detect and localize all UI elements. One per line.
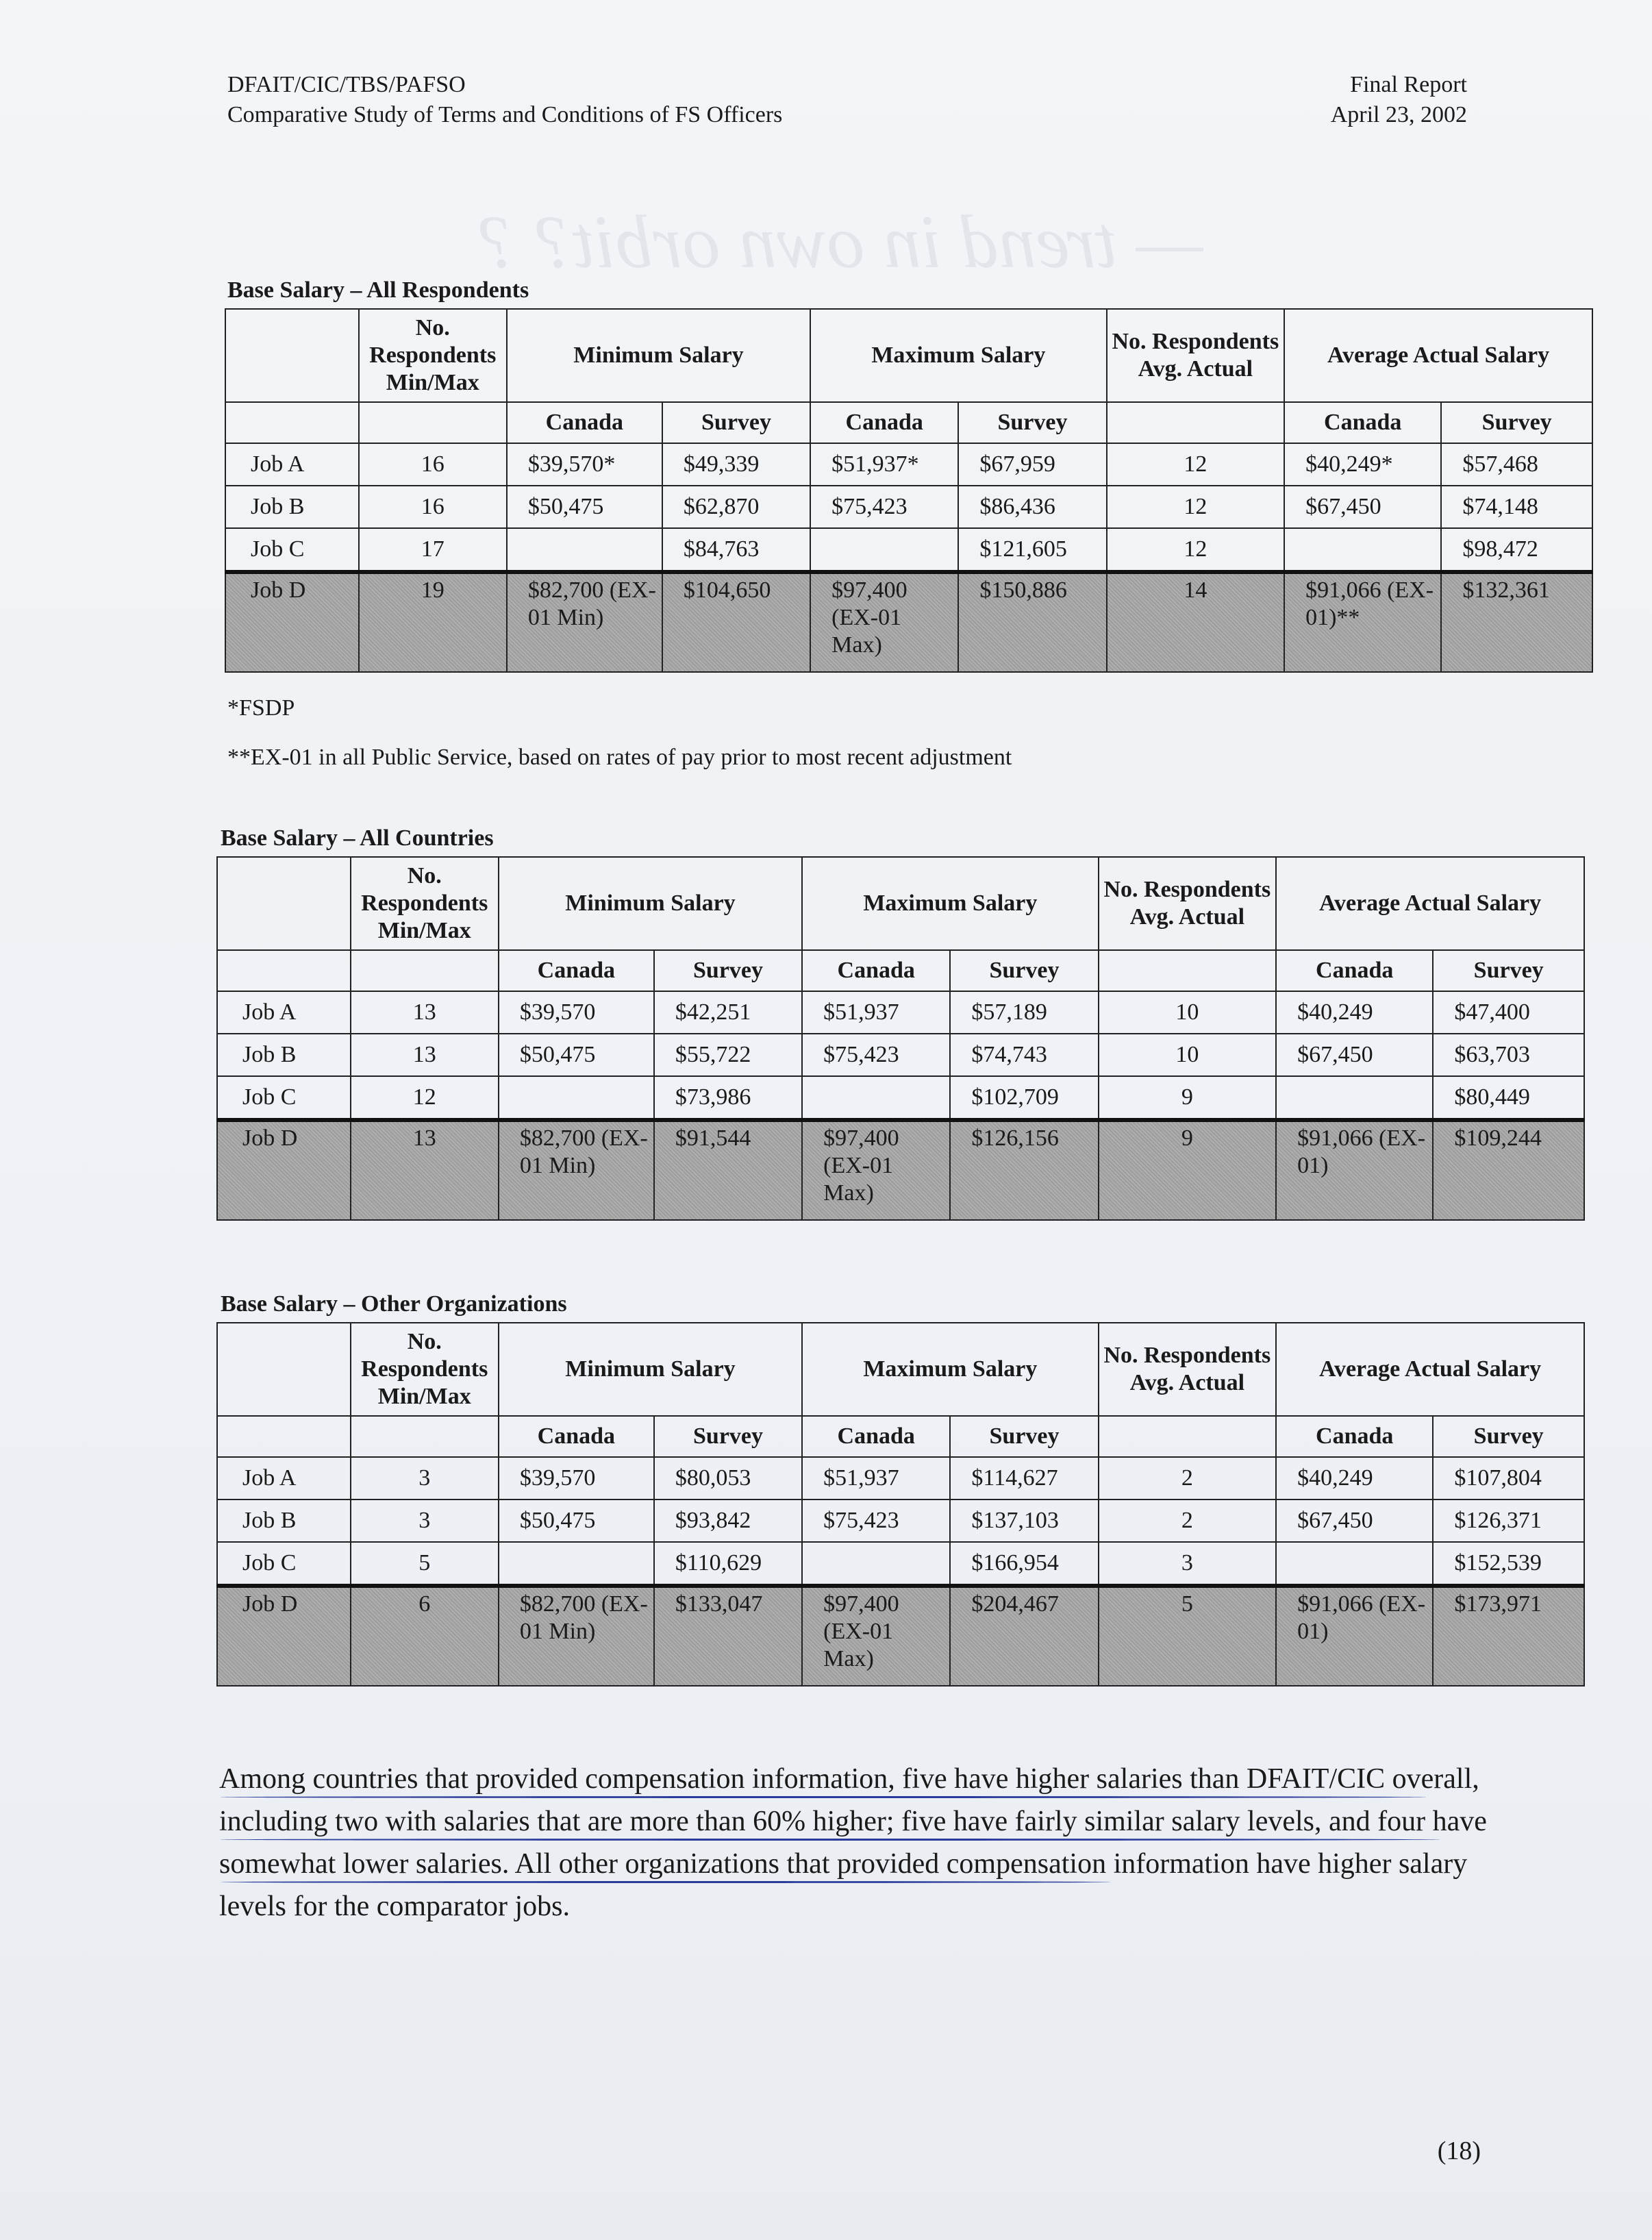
subheader-canada: Canada [1284,402,1441,443]
cell-avg-survey: $74,148 [1441,486,1592,528]
cell-max-canada: $51,937 [802,991,950,1034]
cell-avg-survey: $126,371 [1433,1499,1584,1542]
table-row [217,1542,1584,1586]
cell-respondents-avg: 14 [1107,572,1284,672]
subheader-survey: Survey [1433,950,1584,991]
cell-respondents: 19 [359,572,507,672]
col-header-respondents: No. Respondents Min/Max [359,309,507,402]
cell-respondents-avg: 9 [1099,1076,1276,1120]
subheader-blank-cell [1099,1416,1276,1457]
cell-max-survey: $137,103 [950,1499,1098,1542]
cell-respondents-avg: 12 [1107,486,1284,528]
summary-paragraph: Among countries that provided compensation information, five have higher salaries than DFAIT/CIC overall, including two with salaries that are more than 60% higher; five have fairly similar salary levels, and four have somewhat lower salaries. All other organizations that provided compensation information have higher salary levels for the comparator jobs. [219,1763,1487,1922]
cell-avg-survey: $47,400 [1433,991,1584,1034]
cell-min-survey: $80,053 [654,1457,802,1499]
cell-max-survey: $74,743 [950,1034,1098,1076]
cell-respondents: 13 [351,991,499,1034]
cell-max-survey: $86,436 [958,486,1106,528]
header-date: April 23, 2002 [1330,102,1467,127]
cell-min-canada [507,528,662,572]
cell-respondents: 3 [351,1457,499,1499]
header-blank-cell [225,309,359,402]
col-header-max-salary: Maximum Salary [802,857,1098,950]
cell-avg-canada [1284,528,1441,572]
cell-min-canada: $50,475 [499,1499,654,1542]
subheader-canada: Canada [499,1416,654,1457]
cell-respondents-avg: 5 [1099,1586,1276,1686]
subheader-blank-cell [359,402,507,443]
cell-avg-canada: $67,450 [1284,486,1441,528]
cell-avg-canada [1276,1076,1433,1120]
cell-min-canada: $39,570* [507,443,662,486]
col-header-respondents-avg: No. Respondents Avg. Actual [1099,1323,1276,1416]
cell-avg-survey: $132,361 [1441,572,1592,672]
subheader-canada: Canada [499,950,654,991]
header-report-type: Final Report [1350,72,1467,97]
col-header-avg-salary: Average Actual Salary [1276,1323,1584,1416]
cell-avg-survey: $109,244 [1433,1120,1584,1220]
col-header-min-salary: Minimum Salary [499,1323,802,1416]
footnote-fsdp: *FSDP [227,695,295,721]
cell-min-survey: $49,339 [662,443,810,486]
row-job-label: Job B [225,486,359,528]
header-blank-cell [217,857,351,950]
cell-respondents: 16 [359,486,507,528]
bleed-through-text: — trend in own orbit? ? [479,200,1203,284]
subheader-blank-cell [1099,950,1276,991]
subheader-canada: Canada [810,402,958,443]
col-header-respondents-avg: No. Respondents Avg. Actual [1099,857,1276,950]
footnote-ex01: **EX-01 in all Public Service, based on rates of pay prior to most recent adjustment [227,745,1012,770]
cell-avg-canada: $67,450 [1276,1034,1433,1076]
table-row [217,1034,1584,1076]
cell-avg-canada: $91,066 (EX-01) [1276,1120,1433,1220]
cell-max-canada: $75,423 [802,1034,950,1076]
cell-respondents: 12 [351,1076,499,1120]
cell-avg-canada: $67,450 [1276,1499,1433,1542]
cell-min-canada [499,1076,654,1120]
row-job-label: Job A [225,443,359,486]
cell-avg-survey: $57,468 [1441,443,1592,486]
cell-respondents-avg: 12 [1107,443,1284,486]
subheader-canada: Canada [507,402,662,443]
cell-respondents-avg: 3 [1099,1542,1276,1586]
header-study-title: Comparative Study of Terms and Conditions of FS Officers [227,102,783,127]
row-job-label: Job C [225,528,359,572]
cell-min-canada: $39,570 [499,1457,654,1499]
cell-avg-survey: $63,703 [1433,1034,1584,1076]
cell-min-survey: $84,763 [662,528,810,572]
cell-min-canada [499,1542,654,1586]
table-all-countries [216,856,1585,1221]
cell-min-survey: $91,544 [654,1120,802,1220]
cell-respondents: 16 [359,443,507,486]
table-row [217,991,1584,1034]
subheader-blank-cell [217,1416,351,1457]
cell-max-canada: $75,423 [810,486,958,528]
cell-max-canada: $97,400 (EX-01 Max) [802,1120,950,1220]
cell-min-canada: $50,475 [507,486,662,528]
cell-max-survey: $57,189 [950,991,1098,1034]
table-all-respondents [225,308,1593,673]
cell-max-survey: $102,709 [950,1076,1098,1120]
cell-respondents: 6 [351,1586,499,1686]
subheader-survey: Survey [950,950,1098,991]
cell-max-canada: $51,937 [802,1457,950,1499]
pen-underline-2 [221,1839,1440,1841]
subheader-blank-cell [217,950,351,991]
cell-min-survey: $104,650 [662,572,810,672]
cell-max-survey: $121,605 [958,528,1106,572]
subheader-canada: Canada [1276,1416,1433,1457]
subheader-blank-cell [1107,402,1284,443]
row-job-label: Job A [217,1457,351,1499]
cell-respondents: 13 [351,1034,499,1076]
cell-max-canada [802,1542,950,1586]
table-row [217,1499,1584,1542]
cell-max-survey: $150,886 [958,572,1106,672]
cell-respondents: 17 [359,528,507,572]
cell-respondents: 13 [351,1120,499,1220]
cell-max-survey: $204,467 [950,1586,1098,1686]
header-blank-cell [217,1323,351,1416]
cell-min-canada: $39,570 [499,991,654,1034]
cell-max-canada: $51,937* [810,443,958,486]
cell-max-canada: $75,423 [802,1499,950,1542]
cell-min-survey: $133,047 [654,1586,802,1686]
cell-avg-survey: $80,449 [1433,1076,1584,1120]
row-job-label: Job B [217,1499,351,1542]
cell-min-survey: $42,251 [654,991,802,1034]
cell-min-survey: $73,986 [654,1076,802,1120]
cell-avg-canada: $91,066 (EX-01) [1276,1586,1433,1686]
row-job-label: Job B [217,1034,351,1076]
col-header-min-salary: Minimum Salary [499,857,802,950]
header-right [1331,70,1467,130]
table-row [217,1076,1584,1120]
cell-max-survey: $166,954 [950,1542,1098,1586]
subheader-survey: Survey [950,1416,1098,1457]
cell-max-canada [810,528,958,572]
cell-avg-survey: $173,971 [1433,1586,1584,1686]
table-row [217,1457,1584,1499]
col-header-respondents-avg: No. Respondents Avg. Actual [1107,309,1284,402]
subheader-canada: Canada [802,1416,950,1457]
table-title-all-countries: Base Salary – All Countries [221,825,494,851]
col-header-avg-salary: Average Actual Salary [1276,857,1584,950]
row-job-label: Job C [217,1076,351,1120]
cell-min-survey: $93,842 [654,1499,802,1542]
subheader-survey: Survey [958,402,1106,443]
table-row [217,1120,1584,1220]
cell-min-canada: $82,700 (EX-01 Min) [499,1120,654,1220]
table-other-organizations [216,1322,1585,1687]
header-org: DFAIT/CIC/TBS/PAFSO [227,72,466,97]
table-row [225,443,1592,486]
cell-max-survey: $114,627 [950,1457,1098,1499]
cell-avg-canada: $40,249* [1284,443,1441,486]
cell-respondents: 3 [351,1499,499,1542]
page-number: (18) [1437,2137,1481,2165]
row-job-label: Job D [217,1120,351,1220]
subheader-blank-cell [351,1416,499,1457]
col-header-min-salary: Minimum Salary [507,309,810,402]
col-header-max-salary: Maximum Salary [802,1323,1098,1416]
cell-avg-canada: $40,249 [1276,1457,1433,1499]
table-title-other-organizations: Base Salary – Other Organizations [221,1291,567,1317]
cell-avg-canada [1276,1542,1433,1586]
table-row [225,528,1592,572]
subheader-blank-cell [351,950,499,991]
col-header-respondents: No. Respondents Min/Max [351,1323,499,1416]
cell-respondents-avg: 10 [1099,1034,1276,1076]
table-row [217,1586,1584,1686]
cell-avg-survey: $98,472 [1441,528,1592,572]
cell-max-survey: $67,959 [958,443,1106,486]
cell-respondents-avg: 9 [1099,1120,1276,1220]
cell-respondents-avg: 10 [1099,991,1276,1034]
subheader-survey: Survey [654,1416,802,1457]
table-title-all-respondents: Base Salary – All Respondents [227,277,529,303]
table-row [225,572,1592,672]
col-header-respondents: No. Respondents Min/Max [351,857,499,950]
row-job-label: Job A [217,991,351,1034]
cell-min-survey: $62,870 [662,486,810,528]
pen-underline-1 [221,1796,1426,1798]
cell-avg-canada: $91,066 (EX-01)** [1284,572,1441,672]
row-job-label: Job D [225,572,359,672]
cell-avg-canada: $40,249 [1276,991,1433,1034]
cell-min-canada: $82,700 (EX-01 Min) [499,1586,654,1686]
col-header-max-salary: Maximum Salary [810,309,1106,402]
cell-respondents-avg: 12 [1107,528,1284,572]
cell-avg-survey: $152,539 [1433,1542,1584,1586]
cell-max-canada [802,1076,950,1120]
row-job-label: Job C [217,1542,351,1586]
cell-min-canada: $50,475 [499,1034,654,1076]
cell-min-canada: $82,700 (EX-01 Min) [507,572,662,672]
cell-max-survey: $126,156 [950,1120,1098,1220]
subheader-canada: Canada [802,950,950,991]
cell-min-survey: $110,629 [654,1542,802,1586]
subheader-survey: Survey [662,402,810,443]
cell-min-survey: $55,722 [654,1034,802,1076]
cell-respondents: 5 [351,1542,499,1586]
cell-respondents-avg: 2 [1099,1499,1276,1542]
subheader-survey: Survey [1441,402,1592,443]
subheader-survey: Survey [654,950,802,991]
row-job-label: Job D [217,1586,351,1686]
header-left [227,70,782,130]
pen-underline-3 [221,1881,1111,1883]
subheader-blank-cell [225,402,359,443]
subheader-canada: Canada [1276,950,1433,991]
cell-max-canada: $97,400 (EX-01 Max) [810,572,958,672]
cell-avg-survey: $107,804 [1433,1457,1584,1499]
subheader-survey: Survey [1433,1416,1584,1457]
cell-respondents-avg: 2 [1099,1457,1276,1499]
table-row [225,486,1592,528]
cell-max-canada: $97,400 (EX-01 Max) [802,1586,950,1686]
col-header-avg-salary: Average Actual Salary [1284,309,1592,402]
